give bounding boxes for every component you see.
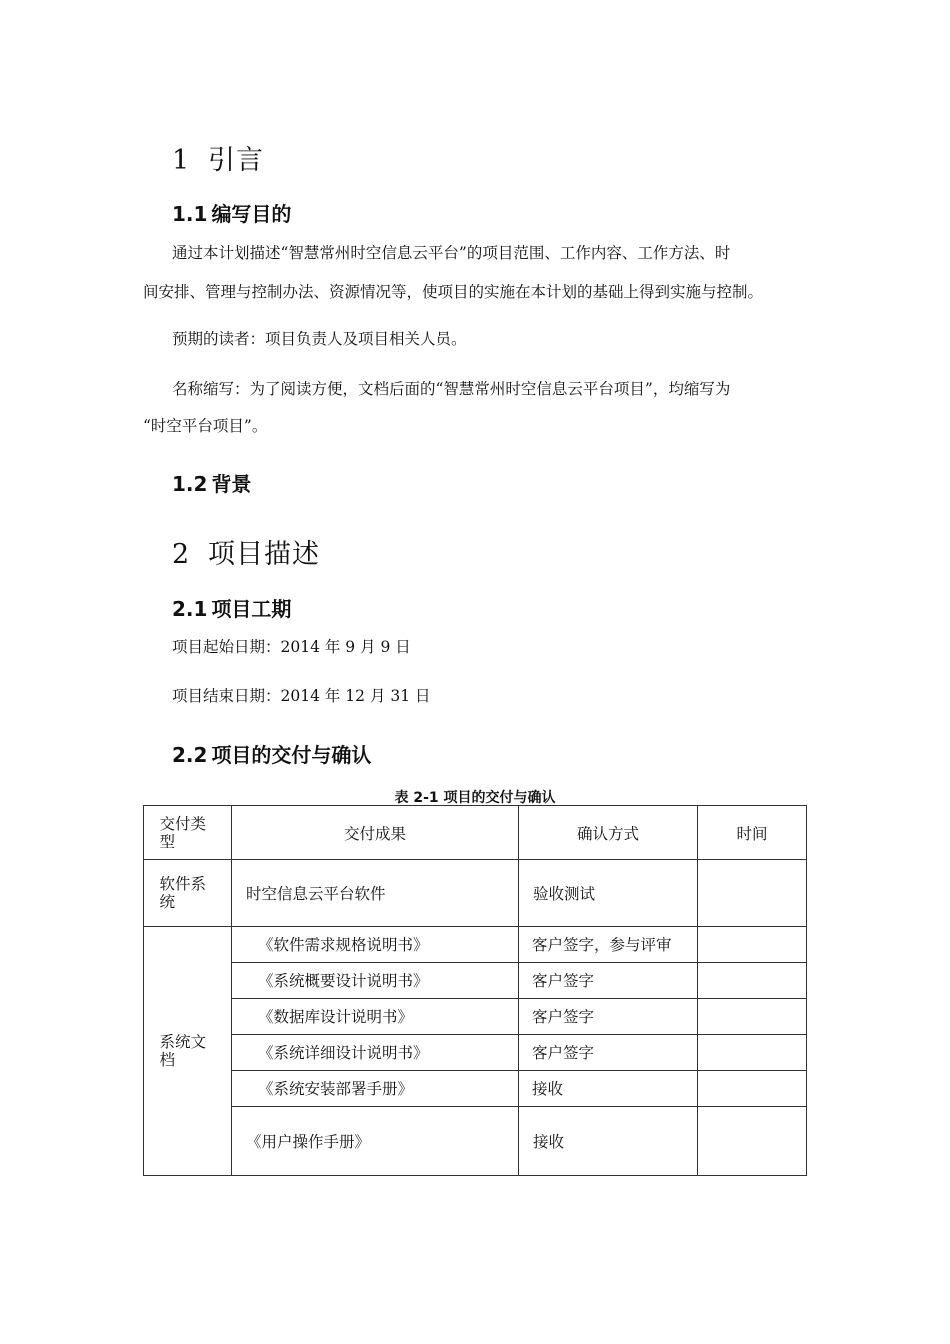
subsection-title: 项目的交付与确认 <box>211 743 372 767</box>
table-row <box>144 927 807 963</box>
section-number: 1 <box>172 145 191 176</box>
project-start-date: 项目起始日期：2014 年 9 月 9 日 <box>172 638 411 656</box>
header-cell <box>144 806 232 860</box>
type-cell <box>144 927 232 1176</box>
paragraph-abbrev-line2: “时空平台项目”。 <box>143 417 268 435</box>
section-number: 2 <box>172 539 191 570</box>
type-software: 软件系统 <box>159 875 207 911</box>
time-cell <box>698 963 807 999</box>
paragraph-readers: 预期的读者：项目负责人及项目相关人员。 <box>172 330 467 348</box>
method-cell: 接收 <box>519 1071 698 1107</box>
header-cell <box>519 806 698 860</box>
subsection-2-2-heading <box>172 739 371 768</box>
subsection-title: 背景 <box>211 472 252 496</box>
result-cell: 《系统概要设计说明书》 <box>232 963 519 999</box>
section-title: 项目描述 <box>208 539 320 570</box>
table-row <box>144 963 807 999</box>
method-cell: 客户签字 <box>519 999 698 1035</box>
table-row <box>144 1107 807 1176</box>
method-cell: 客户签字 <box>519 963 698 999</box>
table-row <box>144 1071 807 1107</box>
header-time: 时间 <box>736 824 768 843</box>
table-header-row <box>144 806 807 860</box>
type-docs: 系统文档 <box>159 1033 207 1069</box>
subsection-1-2-heading <box>172 468 251 497</box>
deliverables-table <box>143 805 807 1176</box>
subsection-number: 2.1 <box>172 597 208 621</box>
subsection-title: 编写目的 <box>211 202 292 226</box>
subsection-title: 项目工期 <box>211 597 292 621</box>
subsection-number: 1.2 <box>172 472 208 496</box>
time-cell <box>698 1035 807 1071</box>
section-1-heading <box>172 138 264 177</box>
project-end-date: 项目结束日期：2014 年 12 月 31 日 <box>172 687 431 705</box>
table-row <box>144 1035 807 1071</box>
section-title: 引言 <box>208 145 264 176</box>
header-cell <box>232 806 519 860</box>
time-cell <box>698 1107 807 1176</box>
section-2-heading <box>172 532 320 571</box>
method-cell: 客户签字 <box>519 1035 698 1071</box>
result-cell: 《软件需求规格说明书》 <box>232 927 519 963</box>
method-cell: 接收 <box>519 1107 698 1176</box>
method-cell: 客户签字，参与评审 <box>519 927 698 963</box>
subsection-1-1-heading <box>172 198 291 227</box>
header-result: 交付成果 <box>343 824 406 843</box>
subsection-2-1-heading <box>172 593 291 622</box>
time-cell <box>698 927 807 963</box>
result-cell: 《系统安装部署手册》 <box>232 1071 519 1107</box>
method-cell: 验收测试 <box>519 860 698 927</box>
table-row <box>144 860 807 927</box>
paragraph-abbrev-line1: 名称缩写：为了阅读方便，文档后面的“智慧常州时空信息云平台项目”，均缩写为 <box>172 380 731 398</box>
header-method: 确认方式 <box>576 824 639 843</box>
paragraph-purpose-line2: 间安排、管理与控制办法、资源情况等，使项目的实施在本计划的基础上得到实施与控制。 <box>143 283 764 301</box>
time-cell <box>698 860 807 927</box>
result-cell: 《数据库设计说明书》 <box>232 999 519 1035</box>
paragraph-purpose-line1: 通过本计划描述“智慧常州时空信息云平台”的项目范围、工作内容、工作方法、时 <box>172 244 731 262</box>
type-cell <box>144 860 232 927</box>
time-cell <box>698 999 807 1035</box>
table-caption: 表 2-1 项目的交付与确认 <box>394 790 556 806</box>
result-cell: 时空信息云平台软件 <box>232 860 519 927</box>
time-cell <box>698 1071 807 1107</box>
result-cell: 《用户操作手册》 <box>232 1107 519 1176</box>
header-type: 交付类型 <box>159 814 207 851</box>
subsection-number: 2.2 <box>172 743 208 767</box>
header-cell <box>698 806 807 860</box>
table-row <box>144 999 807 1035</box>
subsection-number: 1.1 <box>172 202 208 226</box>
result-cell: 《系统详细设计说明书》 <box>232 1035 519 1071</box>
